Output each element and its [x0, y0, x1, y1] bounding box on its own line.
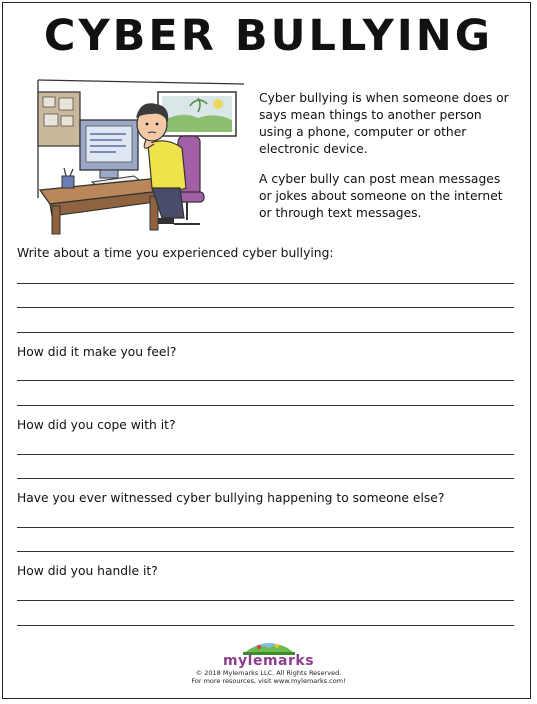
answer-line[interactable]: [17, 380, 514, 381]
answer-line[interactable]: [17, 478, 514, 479]
footer: [0, 634, 537, 685]
answer-line[interactable]: [17, 405, 514, 406]
answer-line[interactable]: [17, 625, 514, 626]
answer-line[interactable]: [17, 307, 514, 308]
intro-text: [259, 90, 513, 235]
answer-line[interactable]: [17, 527, 514, 528]
page-title: CYBER BULLYING: [43, 11, 494, 61]
intro-example: A cyber bully can post mean messages or jokes about someone on the internet or through text messages.: [259, 172, 503, 220]
answer-line[interactable]: [17, 600, 514, 601]
question-5-prompt: How did you handle it?: [17, 564, 158, 578]
question-1-prompt: Write about a time you experienced cyber bullying:: [17, 246, 334, 260]
brand-name: mylemarks: [222, 653, 315, 669]
question-3-prompt: How did you cope with it?: [17, 418, 176, 432]
question-4-prompt: Have you ever witnessed cyber bullying happening to someone else?: [17, 491, 445, 505]
boy-at-computer-illustration: [30, 78, 250, 238]
answer-line[interactable]: [17, 551, 514, 552]
answer-line[interactable]: [17, 332, 514, 333]
resources-link[interactable]: For more resources, visit www.mylemarks.com!: [191, 677, 346, 685]
copyright-text: © 2018 Mylemarks LLC. All Rights Reserved.: [195, 669, 342, 677]
intro-definition: Cyber bullying is when someone does or says mean things to another person using a phone, computer or other electronic device.: [259, 91, 509, 156]
answer-line[interactable]: [17, 454, 514, 455]
question-2-prompt: How did it make you feel?: [17, 345, 177, 359]
answer-line[interactable]: [17, 283, 514, 284]
